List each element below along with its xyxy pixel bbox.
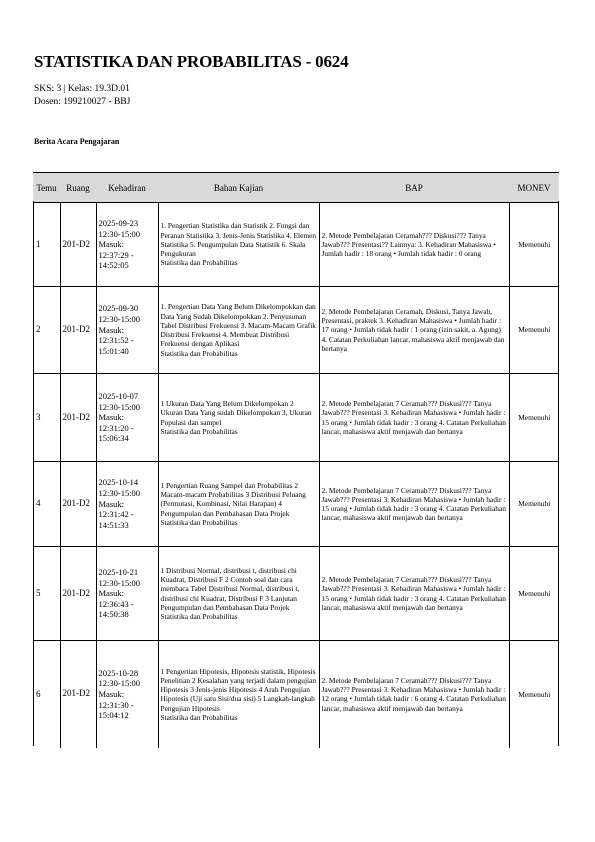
check-in-time: 12:37:29 -: [98, 249, 134, 260]
cell-bap: [319, 462, 509, 547]
monev-status: Memenuhi: [518, 588, 551, 598]
check-out-time: 14:50:38: [98, 609, 129, 620]
cell-kehadiran: [96, 547, 158, 641]
header-monev: MONEV: [509, 173, 559, 203]
cell-bap: [319, 547, 509, 641]
cell-monev: [509, 547, 559, 641]
meeting-number: 1: [36, 238, 41, 249]
cell-bahan-kajian: [158, 547, 319, 641]
meeting-number: 5: [36, 587, 41, 598]
session-time: 12:30-15:00: [98, 401, 141, 412]
cell-kehadiran: [96, 203, 158, 287]
session-date: 2025-10-21: [98, 566, 139, 577]
cell-temu: [33, 287, 60, 374]
bap-text: 2. Metode Pembelajaran Ceramah, Diskusi, Tanya Jawab, Presentasi, praktek 3. Kehadiran Mahasiswa • Jumlah hadir : 17 orang • Jumlah tidak hadir : 1 orang (izin sakit, a. Agung) 4. Catatan Perkuliahan lancar, mahasiswa aktif menjawab dan bertanya: [321, 306, 505, 353]
topic-text: 1 Pengertian Hipotesis, Hipotesis statistik, Hipotesis Penelitian 2 Kesalahan yang terjadi dalam pengujian Hipotesis 3 Jenis-jenis Hipotesis 4 Arah Pengujian Hipotesis (Uji satu Sisi/dua sisi) 5 Langkah-langkah Pengujian Hipotesis: [160, 666, 317, 713]
check-in-label: Masuk:: [98, 498, 124, 509]
session-date: 2025-10-07: [98, 390, 139, 401]
course-name: Statistika dan Probabilitas: [160, 517, 238, 527]
monev-status: Memenuhi: [518, 499, 551, 509]
topic-text: 1 Pengertian Ruang Sampel dan Probabilitas 2 Macam-macam Probabilitas 3 Distribusi Peluang (Permutasi, Kombinasi, Nilai Harapan) 4 Pengumpulan dan Pembahasan Data Projek: [160, 480, 306, 518]
table-left-border: [33, 201, 34, 746]
cell-temu: [33, 374, 60, 462]
check-in-time: 12:31:30 -: [98, 699, 134, 710]
header-ruang: Ruang: [60, 173, 96, 203]
header-temu: Temu: [33, 173, 60, 203]
cell-bahan-kajian: [158, 462, 319, 547]
session-time: 12:30-15:00: [98, 488, 141, 499]
topic-text: 1. Pengertian Statistika dan Statistik 2. Fungsi dan Peranan Statistika 3. Jenis-Jenis Statistika 4. Elemen Statistika 5. Pengumpulan Data Statistik 6. Skala Pengukuran: [160, 221, 317, 259]
check-out-time: 15:01:40: [98, 345, 129, 356]
check-in-time: 12:31:52 -: [98, 335, 134, 346]
cell-bap: [319, 287, 509, 374]
check-in-label: Masuk:: [98, 239, 124, 250]
cell-ruang: [60, 287, 96, 374]
table-row: [33, 641, 559, 748]
check-out-time: 14:51:33: [98, 519, 129, 530]
table-row: [33, 547, 559, 641]
check-in-label: Masuk:: [98, 688, 124, 699]
cell-bap: [319, 641, 509, 748]
check-in-time: 12:31:20 -: [98, 422, 134, 433]
bap-text: 2. Metode Pembelajaran 7 Ceramah??? Diskusi??? Tanya Jawab??? Presentasi 3. Kehadiran Mahasiswa • Jumlah hadir : 15 orang • Jumlah tidak hadir : 3 orang 4. Catatan Perkuliahan lancar, mahasiswa aktif menjawab dan bertanya: [321, 575, 506, 612]
cell-bahan-kajian: [158, 203, 319, 287]
check-out-time: 14:52:05: [98, 260, 129, 271]
table-right-border: [558, 201, 559, 746]
cell-temu: [33, 547, 60, 641]
topic-text: 1. Pengertian Data Yang Belum Dikelompokkan dan Data Yang Sudah Dikelompokkan 2. Penyusunan Tabel Distribusi Frekuensi 3. Macam-Macam Grafik Distribusi Frekuensi 4. Membuat Distribusi Frekuensi dengan Aplikasi: [160, 302, 316, 349]
monev-status: Memenuhi: [518, 689, 551, 699]
check-in-label: Masuk:: [98, 588, 124, 599]
section-title: Berita Acara Pengajaran: [34, 137, 120, 146]
session-time: 12:30-15:00: [98, 228, 141, 239]
session-date: 2025-10-14: [98, 477, 139, 488]
document-title: STATISTIKA DAN PROBABILITAS - 0624: [34, 52, 349, 71]
check-in-label: Masuk:: [98, 412, 124, 423]
cell-kehadiran: [96, 287, 158, 374]
cell-ruang: [60, 641, 96, 748]
cell-bahan-kajian: [158, 641, 319, 748]
cell-ruang: [60, 547, 96, 641]
check-in-time: 12:36:43 -: [98, 598, 134, 609]
teaching-report-table: [33, 172, 559, 748]
topic-text: 1 Distribusi Normal, distribusi t, distribusi chi Kuadrat, Distribusi F 2 Contoh soal dan cara membaca Tabel Distribusi Normal, distribusi t, distribusi chi Kuadrat, Distribusi F 3 Lanjutan Pengumpulan dan Pembahasan Data Projek: [160, 565, 300, 612]
cell-monev: [509, 374, 559, 462]
check-out-time: 15:06:34: [98, 433, 129, 444]
cell-monev: [509, 287, 559, 374]
bap-text: 2. Metode Pembelajaran 7 Ceramah??? Diskusi??? Tanya Jawab??? Presentasi 3. Kehadiran Mahasiswa • Jumlah hadir : 15 orang • Jumlah tidak hadir : 3 orang 4. Catatan Perkuliahan lancar, mahasiswa aktif menjawab dan bertanya: [321, 485, 506, 523]
monev-status: Memenuhi: [518, 325, 551, 335]
session-time: 12:30-15:00: [98, 314, 141, 325]
cell-kehadiran: [96, 462, 158, 547]
cell-temu: [33, 641, 60, 748]
cell-ruang: [60, 462, 96, 547]
cell-ruang: [60, 203, 96, 287]
table-row: [33, 203, 559, 287]
meeting-number: 6: [36, 688, 41, 699]
check-out-time: 15:04:12: [98, 710, 129, 721]
room-code: 201-D2: [62, 587, 90, 598]
room-code: 201-D2: [62, 238, 90, 249]
session-date: 2025-09-30: [98, 303, 139, 314]
cell-bap: [319, 374, 509, 462]
header-kehadiran: Kehadiran: [96, 173, 158, 203]
cell-bahan-kajian: [158, 374, 319, 462]
bap-text: 2. Metode Pembelajaran 7 Ceramah??? Diskusi??? Tanya Jawab??? Presentasi 3. Kehadiran Mahasiswa • Jumlah hadir : 15 orang • Jumlah tidak hadir : 3 orang 4. Catatan Perkuliahan lancar, mahasiswa aktif menjawab dan bertanya: [321, 399, 506, 436]
cell-monev: [509, 641, 559, 748]
table-row: [33, 462, 559, 547]
room-code: 201-D2: [62, 411, 90, 422]
session-date: 2025-09-23: [98, 217, 139, 228]
cell-bap: [319, 203, 509, 287]
session-time: 12:30-15:00: [98, 577, 141, 588]
header-bap: BAP: [319, 173, 509, 203]
table-row: [33, 287, 559, 374]
course-name: Statistika dan Probabilitas: [160, 426, 238, 436]
meeting-number: 2: [36, 324, 41, 335]
cell-monev: [509, 203, 559, 287]
monev-status: Memenuhi: [518, 412, 551, 422]
meeting-number: 3: [36, 411, 41, 422]
session-date: 2025-10-28: [98, 667, 139, 678]
table-header-row: [33, 173, 559, 203]
room-code: 201-D2: [62, 498, 90, 509]
bap-text: 2. Metode Pembelajaran Ceramah??? Diskusi??? Tanya Jawab??? Presentasi?? Lainnya: 3. Kehadiran Mahasiswa • Jumlah hadir : 18 orang • Jumlah tidak hadir : 0 orang: [321, 230, 496, 259]
cell-ruang: [60, 374, 96, 462]
course-name: Statistika dan Probabilitas: [160, 612, 238, 621]
cell-kehadiran: [96, 374, 158, 462]
check-in-time: 12:31:42 -: [98, 509, 134, 520]
course-name: Statistika dan Probabilitas: [160, 712, 238, 722]
cell-kehadiran: [96, 641, 158, 748]
header-bahan-kajian: Bahan Kajian: [158, 173, 319, 203]
topic-text: 1 Ukuran Data Yang Belum Dikelompokan 2 Ukuran Data Yang sudah Dikelompokan 3, Ukuran Populasi dan sampel: [160, 399, 312, 427]
bap-text: 2. Metode Pembelajaran 7 Ceramah??? Diskusi??? Tanya Jawab??? Presentasi 3. Kehadiran Mahasiswa • Jumlah hadir : 12 orang • Jumlah tidak hadir : 6 orang 4. Catatan Perkuliahan lancar, mahasiswa aktif menjawab dan bertanya: [321, 675, 506, 713]
cell-monev: [509, 462, 559, 547]
meeting-number: 4: [36, 498, 41, 509]
cell-bahan-kajian: [158, 287, 319, 374]
session-time: 12:30-15:00: [98, 678, 141, 689]
cell-temu: [33, 462, 60, 547]
course-name: Statistika dan Probabilitas: [160, 348, 238, 358]
sks-class-line: SKS: 3 | Kelas: 19.3D.01: [34, 84, 130, 94]
monev-status: Memenuhi: [518, 239, 551, 249]
course-name: Statistika dan Probabilitas: [160, 258, 238, 268]
cell-temu: [33, 203, 60, 287]
room-code: 201-D2: [62, 324, 90, 335]
lecturer-line: Dosen: 199210027 - BBJ: [34, 97, 131, 107]
check-in-label: Masuk:: [98, 324, 124, 335]
table-row: [33, 374, 559, 462]
room-code: 201-D2: [62, 688, 90, 699]
